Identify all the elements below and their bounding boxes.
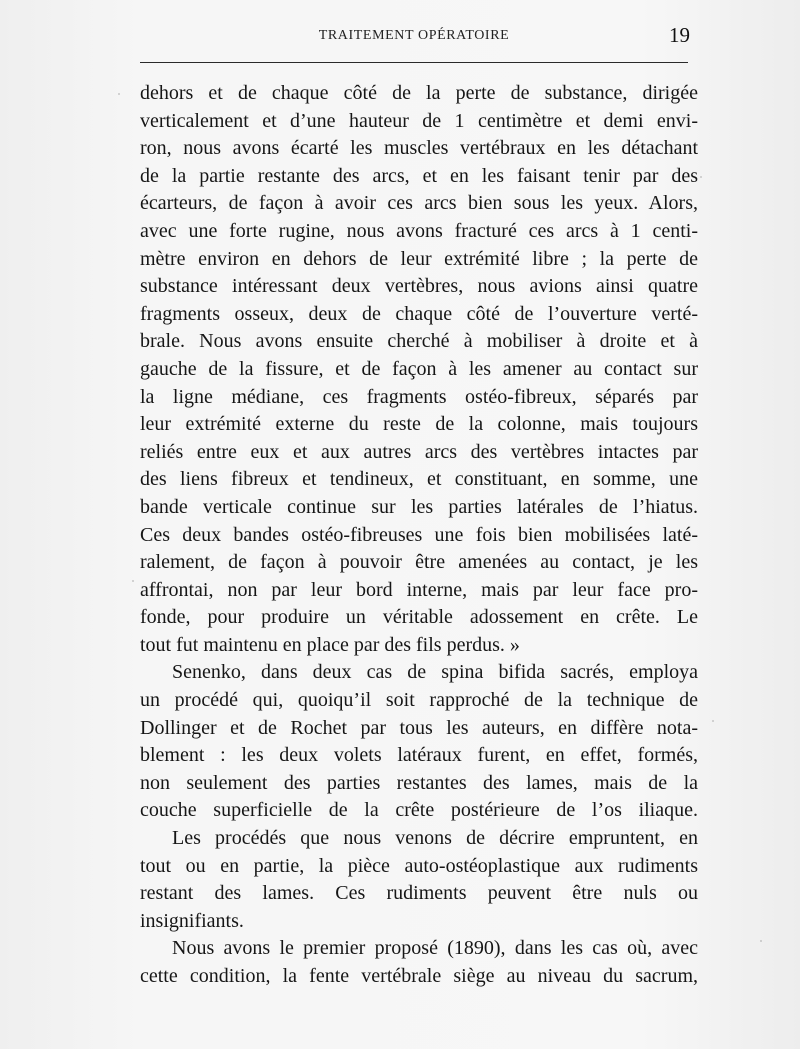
text-line: leur extrémité externe du reste de la colonne, mais toujours	[140, 413, 698, 436]
body-text	[140, 80, 698, 991]
text-line: écarteurs, de façon à avoir ces arcs bien sous les yeux. Alors,	[140, 192, 698, 215]
text-line: non seulement des parties restantes des lames, mais de la	[140, 771, 698, 794]
text-line: ralement, de façon à pouvoir être amenées au contact, je les	[140, 551, 698, 574]
text-line: substance intéressant deux vertèbres, nous avions ainsi quatre	[140, 275, 698, 298]
text-line: Ces deux bandes ostéo-fibreuses une fois bien mobilisées laté-	[140, 523, 698, 546]
text-line: Dollinger et de Rochet par tous les auteurs, en diffère nota-	[140, 716, 698, 739]
page-header	[138, 24, 690, 48]
text-line: cette condition, la fente vertébrale siège au niveau du sacrum,	[140, 965, 698, 987]
text-line: Nous avons le premier proposé (1890), dans les cas où, avec	[172, 937, 698, 960]
text-line: couche superficielle de la crête postérieure de l’os iliaque.	[140, 799, 698, 822]
text-line: affrontai, non par leur bord interne, mais par leur face pro-	[140, 578, 698, 601]
text-line: gauche de la fissure, et de façon à les amener au contact sur	[140, 357, 698, 380]
paper-speck	[700, 176, 702, 178]
paper-speck	[760, 940, 762, 942]
text-line: des liens fibreux et tendineux, et constituant, en somme, une	[140, 468, 698, 491]
text-line: insignifiants.	[140, 909, 244, 932]
paper-speck	[132, 580, 134, 582]
text-line: blement : les deux volets latéraux furent, en effet, formés,	[140, 744, 698, 767]
text-line: restant des lames. Ces rudiments peuvent être nuls ou	[140, 882, 698, 905]
text-line: bande verticale continue sur les parties latérales de l’hiatus.	[140, 495, 698, 518]
text-line: brale. Nous avons ensuite cherché à mobiliser à droite et à	[140, 330, 698, 353]
text-line: Senenko, dans deux cas de spina bifida sacrés, employa	[172, 661, 698, 684]
text-line: dehors et de chaque côté de la perte de substance, dirigée	[140, 82, 698, 104]
text-line: tout fut maintenu en place par des fils perdus. »	[140, 633, 520, 656]
text-line: fonde, pour produire un véritable adossement en crête. Le	[140, 606, 698, 629]
text-line: un procédé qui, quoiqu’il soit rapproché de la technique de	[140, 689, 698, 712]
text-line: reliés entre eux et aux autres arcs des vertèbres intactes par	[140, 440, 698, 463]
text-line: verticalement et d’une hauteur de 1 centimètre et demi envi-	[140, 109, 698, 132]
text-line: ron, nous avons écarté les muscles vertébraux en les détachant	[140, 137, 698, 160]
header-rule	[140, 62, 688, 63]
text-line: fragments osseux, deux de chaque côté de l’ouverture verté-	[140, 302, 698, 325]
paper-speck	[118, 93, 120, 95]
text-line: tout ou en partie, la pièce auto-ostéoplastique aux rudiments	[140, 854, 698, 877]
text-line: la ligne médiane, ces fragments ostéo-fibreux, séparés par	[140, 385, 698, 408]
text-line: de la partie restante des arcs, et en les faisant tenir par des	[140, 164, 698, 187]
running-title: TRAITEMENT OPÉRATOIRE	[318, 28, 510, 43]
text-line: avec une forte rugine, nous avons fracturé ces arcs à 1 centi-	[140, 219, 698, 242]
text-line: mètre environ en dehors de leur extrémité libre ; la perte de	[140, 247, 698, 270]
text-line: Les procédés que nous venons de décrire empruntent, en	[172, 827, 698, 850]
paper-speck	[712, 720, 714, 722]
page-number: 19	[669, 23, 690, 47]
